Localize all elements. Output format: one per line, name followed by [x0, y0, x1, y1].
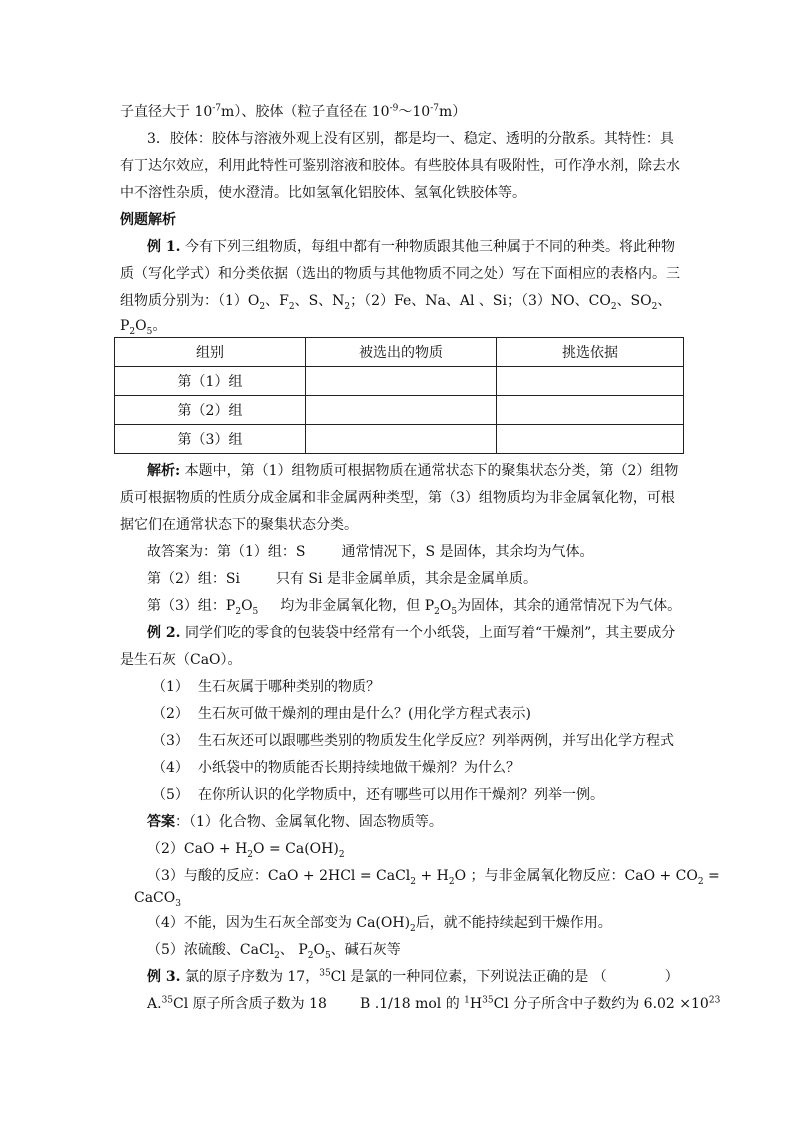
question-item: （3） 生石灰还可以跟哪些类别的物质发生化学反应？列举两例，并写出化学方程式: [152, 733, 674, 749]
intro-line-1: 子直径大于 $10^{-7}m$）、胶体（粒子直径在 $10^{-9}\sim 10^{-7}m$）: [120, 103, 467, 120]
colloid-paragraph-line-3: 中不溶性杂质，使水澄清。比如氢氧化铝胶体、氢氧化铁胶体等。: [120, 185, 526, 201]
table-row-label: 第（1）组: [115, 367, 306, 396]
table-row-label: 第（3）组: [115, 425, 306, 454]
table-header-cell: 挑选依据: [497, 338, 684, 367]
question-item: （4） 小纸袋中的物质能否长期持续地做干燥剂？为什么？: [152, 760, 520, 776]
section-title: 例题解析: [120, 212, 176, 228]
example-1-line-2: 质（写化学式）和分类依据（选出的物质与其他物质不同之处）写在下面相应的表格内。三: [120, 266, 680, 282]
example-2-line-1: 例 2. 同学们吃的零食的包装袋中经常有一个小纸袋，上面写着“干燥剂”，其主要成分: [147, 625, 676, 641]
table-row: [115, 367, 684, 396]
table-header-cell: 组别: [115, 338, 306, 367]
colloid-paragraph-line-1: 3．胶体：胶体与溶液外观上没有区别，都是均一、稳定、透明的分散系。其特性：具: [147, 131, 674, 147]
table-cell-empty: [497, 367, 684, 396]
example-2-answer-1: 答案：（1）化合物、金属氧化物、固态物质等。: [147, 814, 443, 830]
example-3-line-1: 例 3. 氯的原子序数为 17，$^{35}$Cl 是氯的一种同位素，下列说法正确的是 （ ）: [147, 968, 679, 985]
example-1-line-3: 组物质分别为：$(1)O_2$、$F_2$、S、$N_2$；（2）Fe、Na、Al 、Si；（3）NO、$CO_2$、$SO_2$、: [120, 293, 672, 312]
table-cell-empty: [306, 367, 497, 396]
example-2-answer-3: （3）与酸的反应：CaO + 2HCl = CaCl$_2$ + $H_2O$ ；与非金属氧化物反应：CaO + $CO_2$ =: [147, 868, 720, 887]
example-2-line-2: 是生石灰（CaO）。: [120, 652, 242, 668]
analysis-line-2: 质可根据物质的性质分成金属和非金属两种类型，第（3）组物质均为非金属氧化物，可根: [120, 490, 675, 506]
analysis-answer-3: 第（3）组：$P_2O_5$ 均为非金属氧化物，但 $P_2O_5$为固体，其余的通常情况下为气体。: [147, 598, 682, 617]
example-2-answer-5: （5）浓硫酸、CaCl$_2$、 $P_2O_5$、碱石灰等: [147, 942, 401, 961]
question-item: （5） 在你所认识的化学物质中，还有哪些可以用作干燥剂？列举一例。: [152, 787, 604, 803]
table-row-label: 第（2）组: [115, 396, 306, 425]
analysis-answer-1: 故答案为：第（1）组：S 通常情况下，S 是固体，其余均为气体。: [147, 544, 594, 560]
table-cell-empty: [497, 425, 684, 454]
analysis-answer-2: 第（2）组：Si 只有 Si 是非金属单质，其余是金属单质。: [147, 571, 537, 587]
colloid-paragraph-line-2: 有丁达尔效应，利用此特性可鉴别溶液和胶体。有些胶体具有吸附性，可作净水剂，除去水: [120, 158, 680, 174]
example-1-line-1: 例 1. 今有下列三组物质，每组中都有一种物质跟其他三种属于不同的种类。将此种物: [147, 239, 675, 255]
answer-table: [114, 337, 684, 454]
example-2-answer-2: $(2)CaO + H_2O = Ca(OH)_2$: [147, 841, 345, 860]
table-cell-empty: [497, 396, 684, 425]
table-cell-empty: [306, 425, 497, 454]
analysis-line-3: 据它们在通常状态下的聚集状态分类。: [120, 517, 358, 533]
table-header-row: [115, 338, 684, 367]
example-2-answer-3-cont: CaCO$_3$: [134, 890, 181, 909]
question-item: （1） 生石灰属于哪种类别的物质？: [152, 679, 380, 695]
table-row: [115, 425, 684, 454]
table-header-cell: 被选出的物质: [306, 338, 497, 367]
example-3-option-a: A.$^{35}$Cl 原子所含质子数为 18: [147, 995, 327, 1012]
table-cell-empty: [306, 396, 497, 425]
question-item: （2） 生石灰可做干燥剂的理由是什么？(用化学方程式表示): [152, 706, 531, 722]
example-2-answer-4: （4）不能，因为生石灰全部变为 $Ca(OH)_2$后，就不能持续起到干燥作用。: [147, 915, 612, 934]
table-row: [115, 396, 684, 425]
example-1-line-4: $P_2O_5$。: [120, 318, 167, 337]
analysis-line-1: 解析: 本题中，第（1）组物质可根据物质在通常状态下的聚集状态分类，第（2）组物: [147, 463, 679, 479]
example-3-option-b: B .1/18 mol 的 $^1H^{35}Cl$ 分子所含中子数约为 $6.02 \times 10^{23}$: [360, 995, 721, 1012]
